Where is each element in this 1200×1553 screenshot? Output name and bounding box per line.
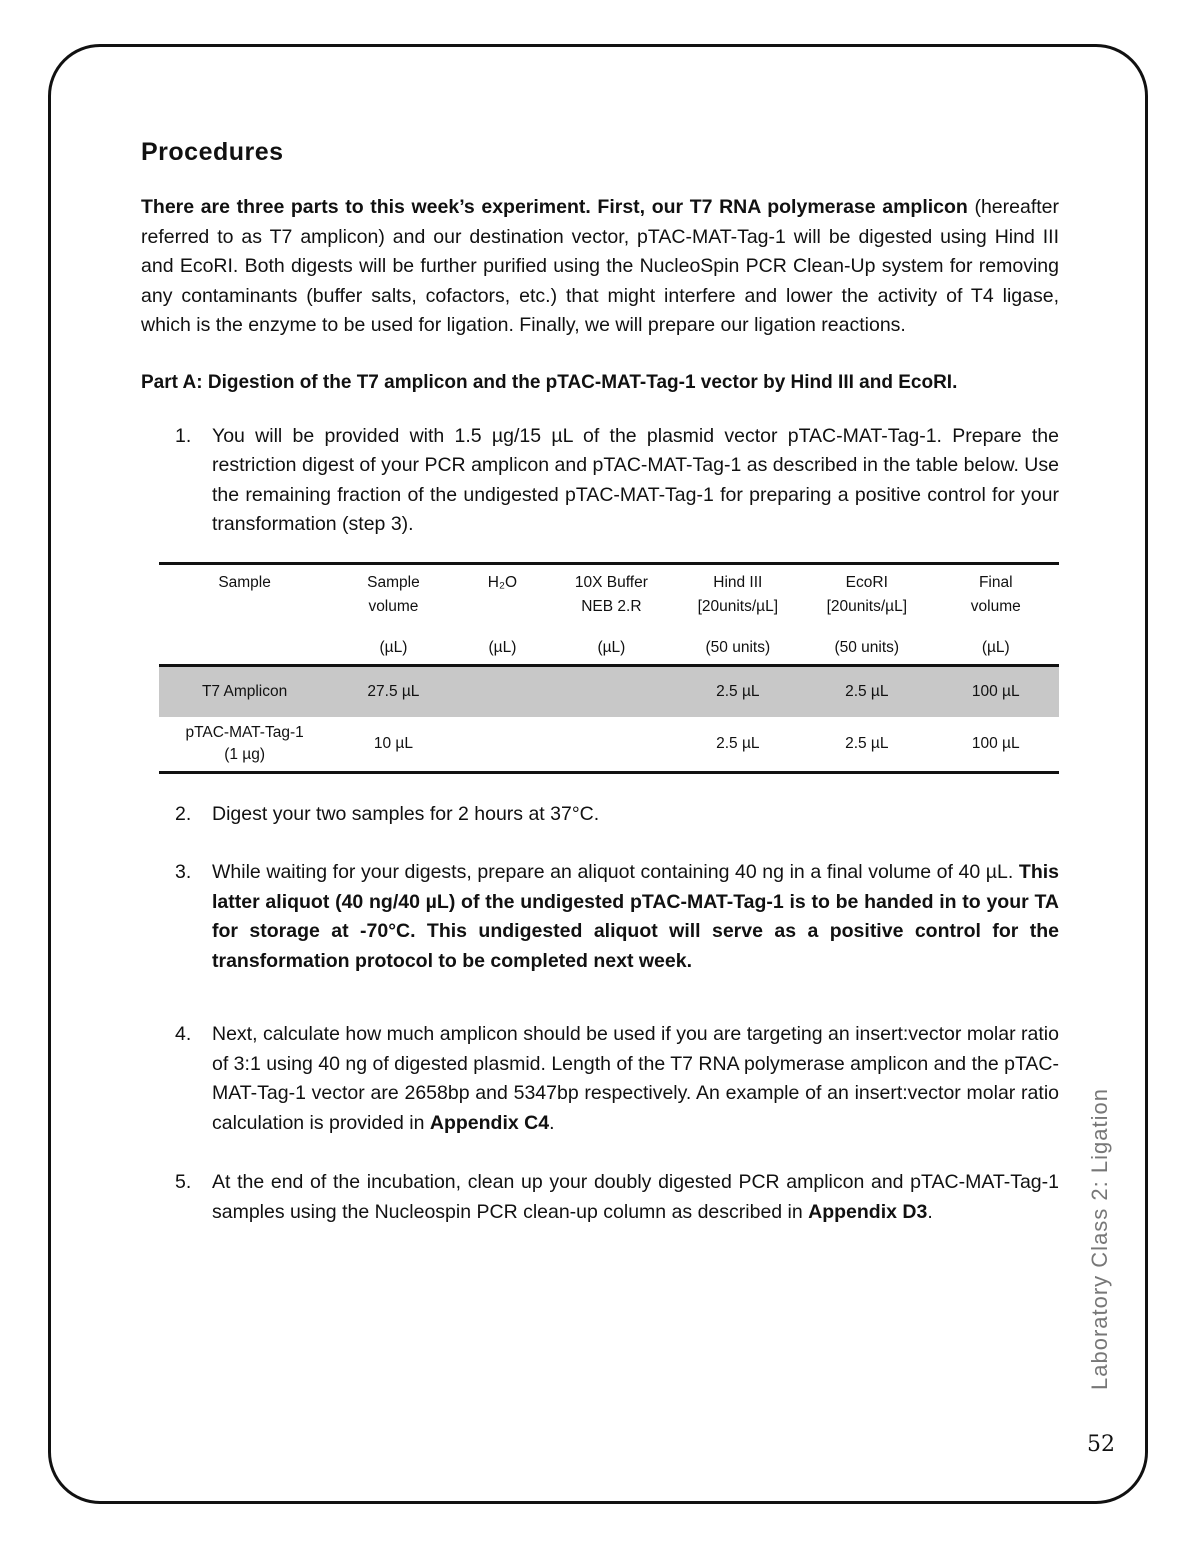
list-item: 5. At the end of the incubation, clean up your doubly digested PCR amplicon and pTAC-MAT-Tag-1 samples using the Nucleospin PCR clean-up column as described in Appendix D3. [141, 1168, 1059, 1227]
page-number: 52 [1087, 1432, 1115, 1457]
col-header: H₂O [457, 563, 549, 620]
col-header: Sample [159, 563, 330, 620]
cell-ecori: 2.5 µL [801, 665, 932, 717]
cell-buffer [548, 717, 674, 773]
cell-hind: 2.5 µL [675, 665, 802, 717]
step-number: 1. [175, 424, 192, 447]
unit-header: (µL) [457, 620, 549, 666]
col-header: Hind III [20units/µL] [675, 563, 802, 620]
col-header: Final volume [933, 563, 1059, 620]
unit-header: (µL) [933, 620, 1059, 666]
list-item [141, 422, 1059, 540]
cell-h2o [457, 665, 549, 717]
cell-sample: T7 Amplicon [159, 665, 330, 717]
step-text: Digest your two samples for 2 hours at 37°C. [212, 802, 600, 825]
step-text: While waiting for your digests, prepare an aliquot containing 40 ng in a final volume of 40 µL. [212, 861, 1019, 883]
cell-final: 100 µL [933, 665, 1059, 717]
step-number: 5. [175, 1171, 192, 1193]
table-units-row [159, 620, 1059, 666]
list-item: 4. Next, calculate how much amplicon should be used if you are targeting an insert:vector molar ratio of 3:1 using 40 ng of digested plasmid. Length of the T7 RNA polymerase amplicon and the pTAC-MAT-Tag-1 vector are 2658bp and 5347bp respectively. An example of an insert:vector molar ratio calculation is provided in Appendix C4. [141, 1020, 1059, 1138]
cell-volume: 27.5 µL [330, 665, 456, 717]
list-item [141, 800, 1059, 830]
main-content [141, 138, 1059, 1227]
col-header: 10X Buffer NEB 2.R [548, 563, 674, 620]
steps-list [141, 422, 1059, 540]
unit-header [159, 620, 330, 666]
step-number: 4. [175, 1023, 192, 1045]
table-header-row [159, 563, 1059, 620]
unit-header: (50 units) [801, 620, 932, 666]
intro-bold: There are three parts to this week’s experiment. First, our T7 RNA polymerase amplicon [141, 196, 968, 218]
appendix-ref: Appendix D3 [808, 1200, 928, 1223]
part-a-heading: Part A: Digestion of the T7 amplicon and the pTAC-MAT-Tag-1 vector by Hind III and EcoRI. [141, 371, 958, 393]
step-number: 3. [175, 861, 192, 883]
col-header: EcoRI [20units/µL] [801, 563, 932, 620]
page-title: Procedures [141, 138, 284, 166]
step-text: Next, calculate how much amplicon should be used if you are targeting an insert:vector molar ratio of 3:1 using 40 ng of digested plasmid. Length of the T7 RNA polymerase amplicon and the pTAC-MAT-Tag-1 vector are 2658bp and 5347bp respectively. An example of an insert:vector molar ratio calculation is provided in [212, 1023, 1059, 1134]
unit-header: (µL) [330, 620, 456, 666]
appendix-ref: Appendix C4 [429, 1111, 550, 1134]
cell-ecori: 2.5 µL [801, 717, 932, 773]
cell-h2o [457, 717, 549, 773]
digest-table [159, 562, 1059, 774]
intro-paragraph [141, 193, 1059, 341]
step-text: At the end of the incubation, clean up your doubly digested PCR amplicon and pTAC-MAT-Tag-1 samples using the Nucleospin PCR clean-up column as described in [212, 1171, 1059, 1223]
cell-volume: 10 µL [330, 717, 456, 773]
steps-list-continued [141, 800, 1059, 1228]
cell-sample: pTAC-MAT-Tag-1 (1 µg) [159, 717, 330, 773]
step-text: You will be provided with 1.5 µg/15 µL of the plasmid vector pTAC-MAT-Tag-1. Prepare the restriction digest of your PCR amplicon and pTAC-MAT-Tag-1 as described in the table below. Use the remaining fraction of the undigested pTAC-MAT-Tag-1 for preparing a positive control for your transformation (step 3). [212, 424, 1059, 535]
chapter-side-label: Laboratory Class 2: Ligation [1087, 1088, 1112, 1390]
col-header: Sample volume [330, 563, 456, 620]
table-row [159, 665, 1059, 717]
list-item [141, 858, 1059, 976]
intro-text: (hereafter referred to as T7 amplicon) and our destination vector, pTAC-MAT-Tag-1 will be digested using Hind III and EcoRI. Both digests will be further purified using the NucleoSpin PCR Clean-Up system for removing any contaminants (buffer salts, cofactors, etc.) that might interfere and lower the activity of T4 ligase, which is the enzyme to be used for ligation. Finally, we will prepare our ligation reactions. [141, 196, 1059, 336]
cell-buffer [548, 665, 674, 717]
unit-header: (50 units) [675, 620, 802, 666]
cell-hind: 2.5 µL [675, 717, 802, 773]
unit-header: (µL) [548, 620, 674, 666]
cell-final: 100 µL [933, 717, 1059, 773]
step-number: 2. [175, 802, 192, 825]
table-row [159, 717, 1059, 773]
step-bold-text: This latter aliquot (40 ng/40 µL) of the undigested pTAC-MAT-Tag-1 is to be handed in to your TA for storage at -70°C. This undigested aliquot will serve as a positive control for the transformation protocol to be completed next week. [212, 861, 1059, 972]
